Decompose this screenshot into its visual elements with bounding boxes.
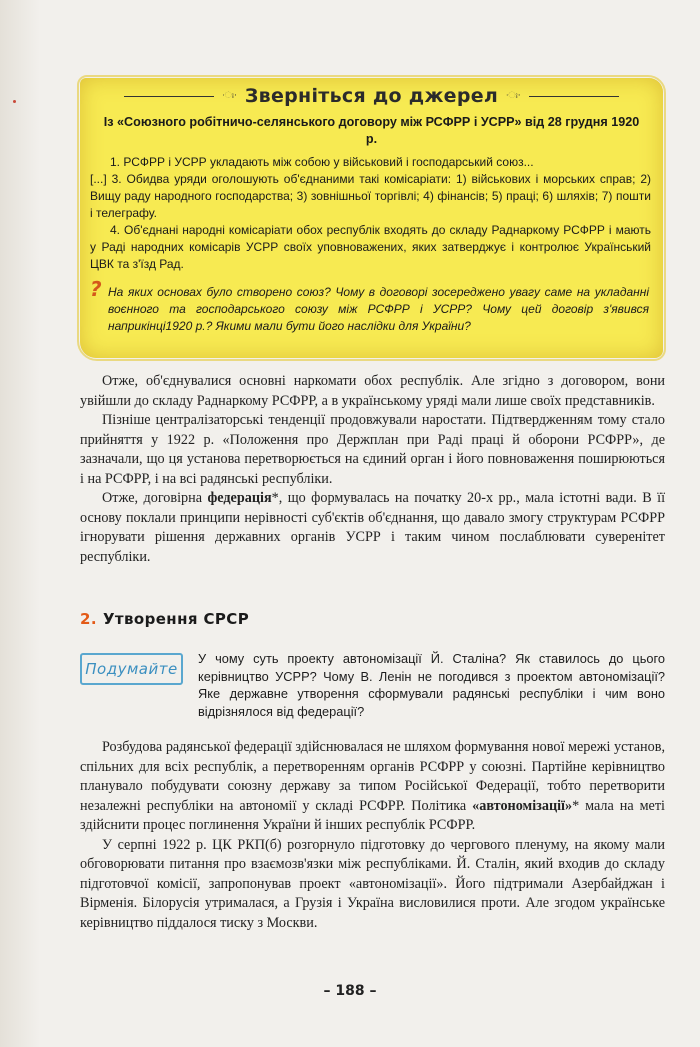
paragraph-text: *, що формувалась на початку 20-х рр., мала істотні вади. В її основу поклали принципи нерівності суб'єктів об'єднання, що давало змогу структурам РСФРР ігнорувати рішення державних органів УСРР і таким чином послаблювати суверенітет республіки. [80, 490, 666, 565]
term-autonomization: «автономізації» [472, 797, 573, 814]
section-number: 2. [80, 610, 97, 628]
source-questions [90, 277, 649, 335]
page-edge [0, 0, 40, 1047]
source-box [80, 78, 663, 358]
paragraph: Пізніше централізаторські тенденції продовжували наростати. Підтвердженням тому стало прийняття у 1922 р. «Положення про Держплан при Раді праці й оборони РСФРР», де зазначали, що ця установа перетворюється на єдиний орган і його повноваження поширюються і на РСФРР, і на всі радянські республіки. [80, 412, 665, 487]
paragraph-text: * мала на меті здійснити процес поглинення України й інших республік РСФРР. [80, 797, 665, 833]
source-box-body [90, 154, 651, 273]
source-paragraph: [...] 3. Обидва уряди оголошують об'єднаними такі комісаріати: 1) військових і морських справ; 2) Вищу раду народного господарства; 3) зовнішньої торгівлі; 4) фінансів; 5) праці; 6) шляхів; 7) пошти і телеграфу. [90, 172, 651, 220]
header-rule-right [529, 96, 619, 97]
term-federation: федерація [207, 490, 272, 506]
header-ornament-right: ·ಃ· [506, 91, 521, 101]
question-mark-icon: ? [90, 277, 102, 301]
source-box-subtitle: Із «Союзного робітничо-селянського договору між РСФРР і УСРР» від 28 грудня 1920 р. [103, 115, 640, 146]
think-block [80, 650, 665, 720]
think-badge: Подумайте [80, 653, 183, 685]
badge-spacer [80, 650, 198, 704]
source-paragraph: 4. Об'єднані народні комісаріати обох республік входять до складу Раднаркому РСФРР і мають у Раді народних комісарів УСРР своїх уповноважених, яких затверджує і контролює Український ЦВК та з'їзд Рад. [90, 223, 651, 271]
source-paragraph: 1. РСФРР і УСРР укладають між собою у військовий і господарський союз... [110, 155, 534, 169]
source-box-title: Зверніться до джерел [244, 85, 499, 107]
section-heading [80, 610, 249, 628]
paragraph [80, 489, 665, 567]
header-ornament-left: ·ಃ· [222, 91, 237, 101]
paragraph: Отже, об'єднувалися основні наркомати обох республік. Але згідно з договором, вони увійшли до складу Раднаркому РСФРР, а в українському уряді мали лише своїх представників. [80, 373, 665, 409]
paragraph [80, 738, 665, 836]
margin-mark [13, 100, 16, 103]
source-questions-text: На яких основах було створено союз? Чому в договорі зосереджено увагу саме на укладанні воєнного та господарського союзу між РСФРР і УСРР? Чому цей договір з'явився наприкінці1920 р.? Якими мали бути його наслідки для України? [108, 285, 649, 333]
paragraph-text: Розбудова радянської федерації здійснювалася не шляхом формування нової мережі установ, спільних для всіх республік, а перетворенням органів РСФРР у союзні. Партійне керівництво планувало побудувати союзну державу за типом Російської Федерації, тобто перетворити незалежні республіки на автономії у складі РСФРР. Політика [80, 739, 665, 814]
section-title: Утворення СРСР [102, 610, 250, 628]
source-box-header [80, 84, 663, 108]
think-text: У чому суть проекту автономізації Й. Сталіна? Як ставилось до цього керівництво УСРР? Чому В. Ленін не погодився з проектом автономізації? Яке державне утворення сформували радянські республіки і чим воно відрізнялося від федерації? [198, 651, 665, 719]
paragraph-text: Отже, договірна [102, 490, 208, 506]
main-text-block [80, 372, 665, 567]
header-rule-left [124, 96, 214, 97]
page-number: – 188 – [323, 983, 377, 999]
main-text-block-2 [80, 738, 665, 933]
paragraph: У серпні 1922 р. ЦК РКП(б) розгорнуло підготовку до чергового пленуму, на якому мали обговорювати питання про взаємозв'язки між республіками. Й. Сталін, який входив до складу підготовчої комісії, запропонував проект «автономізації». Його підтримали Азербайджан і Вірменія. Білорусія утрималася, а Грузія і Україна висловилися проти. Але згодом українське керівництво піддалося тиску з Москви. [80, 836, 665, 931]
